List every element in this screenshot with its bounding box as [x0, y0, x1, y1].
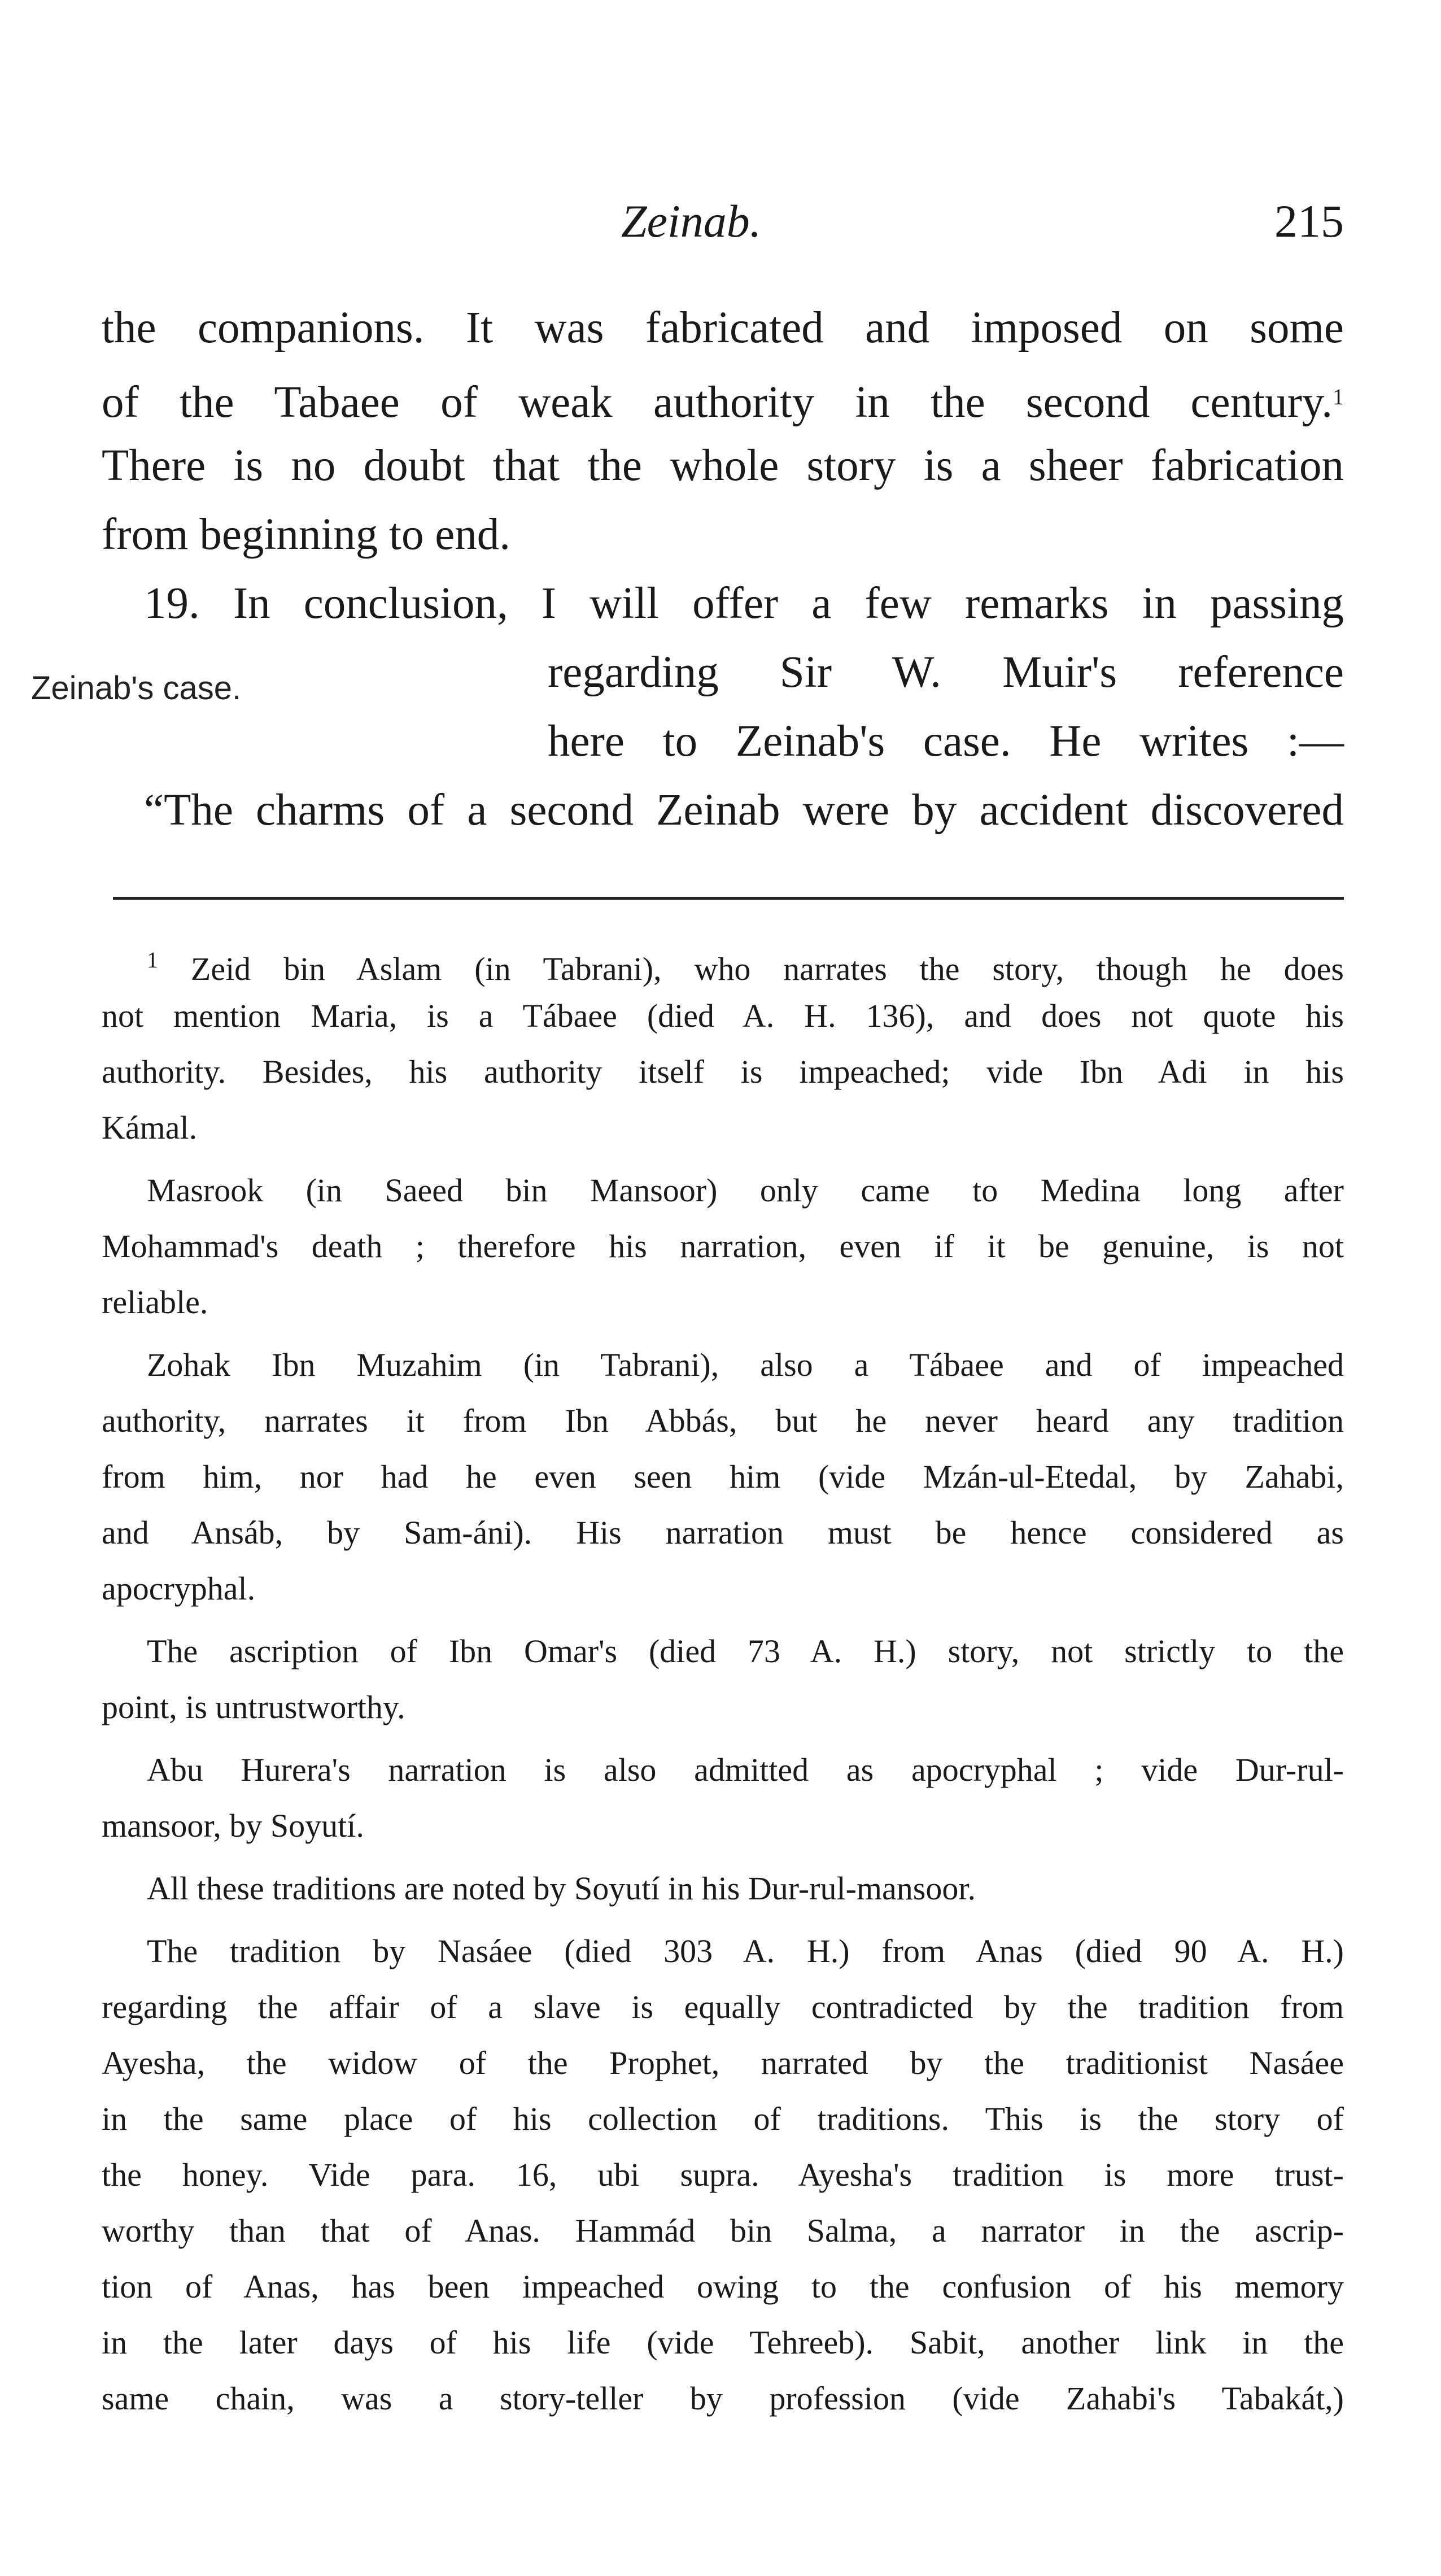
- footnote-line: same chain, was a story-teller by profession (vide Zahabi's Tabakát,): [102, 2380, 1344, 2417]
- footnote-line: in the same place of his collection of traditions. This is the story of: [102, 2100, 1344, 2137]
- footnote-zohak: [102, 1337, 1344, 1616]
- text-line: [102, 363, 1344, 431]
- footnote-ibn-omar: [102, 1623, 1344, 1735]
- footnote-line: [102, 932, 1344, 988]
- footnote-line: the honey. Vide para. 16, ubi supra. Ayesha's tradition is more trust-: [102, 2156, 1344, 2193]
- footnote-line: worthy than that of Anas. Hammád bin Salma, a narrator in the ascrip-: [102, 2212, 1344, 2249]
- footnote-line: authority, narrates it from Ibn Abbás, but he never heard any tradition: [102, 1402, 1344, 1439]
- page-number: 215: [1274, 195, 1344, 247]
- footnote-line: from him, nor had he even seen him (vide Mzán-ul-Etedal, by Zahabi,: [102, 1458, 1344, 1495]
- footnote-line-text: Zeid bin Aslam (in Tabrani), who narrates the story, though he does: [190, 951, 1344, 987]
- footnote-divider: [113, 897, 1344, 900]
- footnote-1: [102, 932, 1344, 1156]
- footnote-marker: 1: [147, 947, 158, 973]
- footnote-line: point, is untrustworthy.: [102, 1689, 405, 1725]
- footnote-line: tion of Anas, has been impeached owing to the confusion of his memory: [102, 2268, 1344, 2305]
- footnote-line: authority. Besides, his authority itself is impeached; vide Ibn Adi in his: [102, 1053, 1344, 1090]
- running-header: [102, 195, 1344, 268]
- footnote-line: Abu Hurera's narration is also admitted as apocryphal ; vide Dur-rul-: [147, 1751, 1344, 1788]
- paragraph-19-first-line: 19. In conclusion, I will offer a few remarks in passing: [144, 579, 1344, 628]
- footnote-line: regarding the affair of a slave is equally contradicted by the tradition from: [102, 1989, 1344, 2025]
- footnote-line: Kámal.: [102, 1109, 198, 1146]
- footnote-line: mansoor, by Soyutí.: [102, 1807, 364, 1844]
- text-line: the companions. It was fabricated and imposed on some: [102, 303, 1344, 352]
- running-title: Zeinab.: [621, 195, 762, 247]
- quotation-line: “The charms of a second Zeinab were by accident discovered: [144, 786, 1344, 835]
- footnote-reference: 1: [1333, 384, 1344, 409]
- footnote-soyuti: [102, 1860, 1344, 1916]
- margin-note: Zeinab's case.: [31, 670, 242, 707]
- footnote-masrook: [102, 1162, 1344, 1330]
- footnote-abu-hurera: [102, 1742, 1344, 1854]
- margin-text-row: [102, 638, 1344, 707]
- footnote-line: and Ansáb, by Sam-áni). His narration must be hence considered as: [102, 1514, 1344, 1551]
- footnote-line: Mohammad's death ; therefore his narration, even if it be genuine, is not: [102, 1228, 1344, 1265]
- footnote-line: Zohak Ibn Muzahim (in Tabrani), also a Tábaee and of impeached: [147, 1346, 1344, 1383]
- footnotes: [102, 932, 1344, 2433]
- footnote-line: not mention Maria, is a Tábaee (died A. H. 136), and does not quote his: [102, 997, 1344, 1034]
- footnote-line: in the later days of his life (vide Tehreeb). Sabit, another link in the: [102, 2324, 1344, 2361]
- text-line: from beginning to end.: [102, 510, 511, 559]
- footnote-line: The ascription of Ibn Omar's (died 73 A. H.) story, not strictly to the: [147, 1633, 1344, 1670]
- text-line: regarding Sir W. Muir's reference: [548, 648, 1344, 697]
- footnote-nasaee: [102, 1923, 1344, 2426]
- footnote-line: apocryphal.: [102, 1570, 256, 1607]
- footnote-line: The tradition by Nasáee (died 303 A. H.) from Anas (died 90 A. H.): [147, 1933, 1344, 1969]
- footnote-line: Masrook (in Saeed bin Mansoor) only came to Medina long after: [147, 1172, 1344, 1209]
- text-line-content: of the Tabaee of weak authority in the second century.: [102, 378, 1333, 427]
- text-line: There is no doubt that the whole story is a sheer fabrication: [102, 441, 1344, 490]
- footnote-line: Ayesha, the widow of the Prophet, narrated by the traditionist Nasáee: [102, 2045, 1344, 2081]
- footnote-line: All these traditions are noted by Soyutí in his Dur-rul-mansoor.: [147, 1870, 976, 1907]
- main-text: [102, 294, 1344, 845]
- margin-text-row: [102, 707, 1344, 776]
- text-line: here to Zeinab's case. He writes :—: [548, 717, 1344, 766]
- footnote-line: reliable.: [102, 1284, 208, 1320]
